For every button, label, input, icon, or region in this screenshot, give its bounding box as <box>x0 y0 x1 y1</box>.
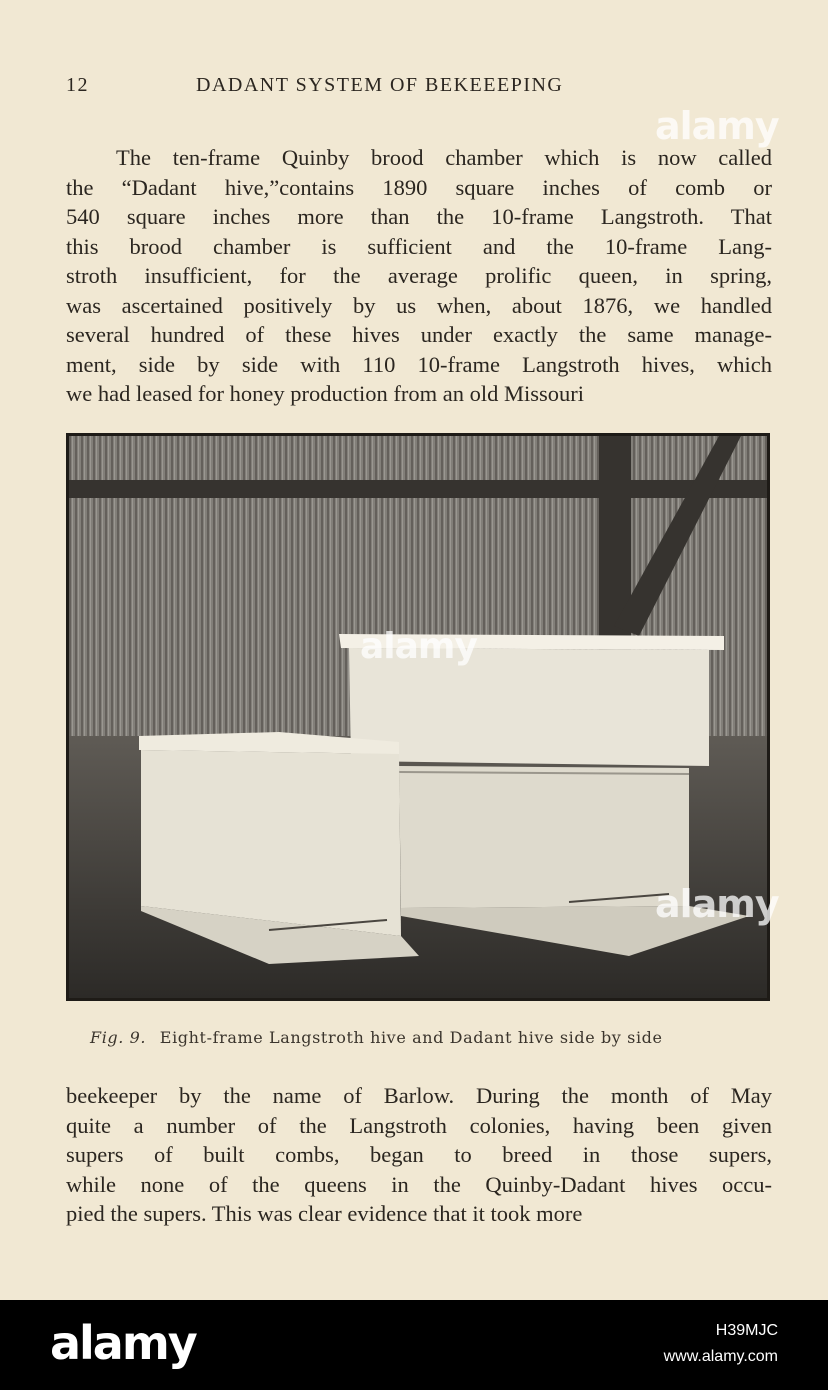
text-line: this brood chamber is sufficient and the 10-frame Lang- <box>66 233 772 259</box>
image-id: H39MJC <box>715 1322 778 1339</box>
text-line: The ten-frame Quinby brood chamber which is now called <box>116 145 772 170</box>
figure-label: Fig. 9. <box>90 1028 147 1047</box>
text-line: beekeeper by the name of Barlow. During the month of May <box>66 1083 772 1108</box>
site-url[interactable]: www.alamy.com <box>663 1348 778 1365</box>
text-line: ment, side by side with 110 10-frame Langstroth hives, which <box>66 351 772 377</box>
paragraph-1 <box>66 143 772 409</box>
text-line: was ascertained positively by us when, about 1876, we handled <box>66 292 772 318</box>
text-line: 540 square inches more than the 10-frame Langstroth. That <box>66 204 772 229</box>
text-line: quite a number of the Langstroth colonies, having been given <box>66 1112 772 1138</box>
text-line: stroth insufficient, for the average prolific queen, in spring, <box>66 263 772 288</box>
watermark-center: alamy <box>360 626 477 667</box>
figure-caption <box>90 1028 780 1047</box>
alamy-logo: alamy <box>50 1316 196 1370</box>
text-line: while none of the queens in the Quinby-Dadant hives occu- <box>66 1171 772 1197</box>
page-number: 12 <box>66 74 89 96</box>
figure-caption-text: Eight-frame Langstroth hive and Dadant hive side by side <box>159 1028 663 1047</box>
text-line: supers of built combs, began to breed in those supers, <box>66 1142 772 1167</box>
paragraph-2 <box>66 1081 772 1229</box>
stock-footer-bar <box>0 1300 828 1390</box>
page-header <box>66 74 772 104</box>
running-head: DADANT SYSTEM OF BEKEEEPING <box>196 74 564 96</box>
watermark-top: alamy <box>655 104 779 148</box>
watermark-bottom: alamy <box>655 882 779 926</box>
text-line: we had leased for honey production from an old Missouri <box>66 381 585 406</box>
text-line: several hundred of these hives under exactly the same manage- <box>66 322 772 347</box>
text-line: pied the supers. This was clear evidence that it took more <box>66 1201 583 1226</box>
text-line: the “Dadant hive,”contains 1890 square inches of comb or <box>66 174 772 200</box>
